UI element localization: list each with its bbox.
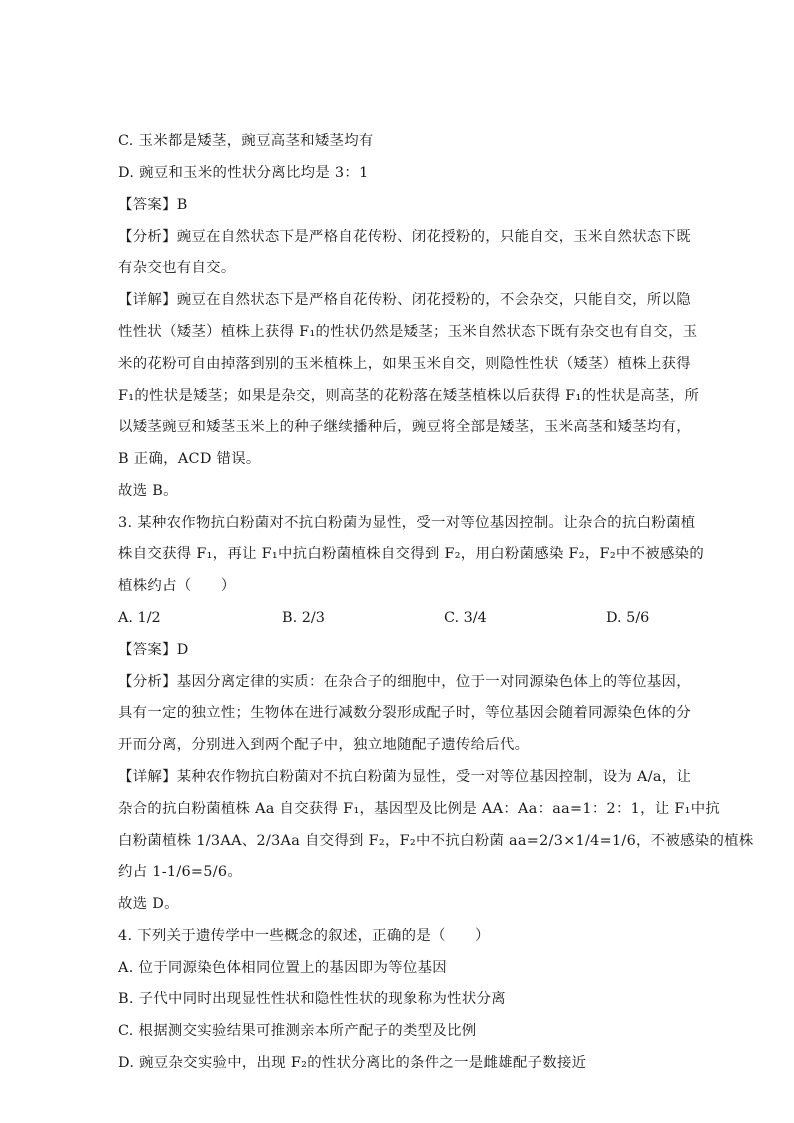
answer-line: 【答案】D — [118, 642, 189, 658]
explanation-line: 【详解】豌豆在自然状态下是严格自花传粉、闭花授粉的，不会杂交，只能自交，所以隐 — [118, 292, 691, 308]
text-line: D. 豌豆和玉米的性状分离比均是 3：1 — [118, 165, 369, 181]
q3-option-c: C. 3/4 — [444, 610, 487, 626]
text-line: F₁的性状是矮茎；如果是杂交，则高茎的花粉落在矮茎植株以后获得 F₁的性状是高茎，所 — [118, 388, 700, 404]
q3-option-a: A. 1/2 — [118, 610, 161, 626]
answer-line: 【答案】B — [118, 197, 188, 213]
text-line: B 正确，ACD 错误。 — [118, 451, 261, 467]
analysis-line: 【分析】豌豆在自然状态下是严格自花传粉、闭花授粉的，只能自交，玉米自然状态下既 — [118, 229, 691, 245]
q3-option-b: B. 2/3 — [282, 610, 325, 626]
text-line: 开而分离，分别进入到两个配子中，独立地随配子遗传给后代。 — [118, 737, 530, 753]
text-line: 白粉菌植株 1/3AA、2/3Aa 自交得到 F₂，F₂中不抗白粉菌 aa=2/3×1/4=1/6，不被感染的植株 — [118, 833, 754, 849]
text-line: 故选 B。 — [118, 483, 178, 499]
text-line: 株自交获得 F₁，再让 F₁中抗白粉菌植株自交得到 F₂，用白粉菌感染 F₂，F₂中不被感染的 — [118, 546, 705, 562]
question-4-line: 4. 下列关于遗传学中一些概念的叙述，正确的是（ ） — [118, 928, 490, 944]
text-line: C. 玉米都是矮茎，豌豆高茎和矮茎均有 — [118, 133, 374, 149]
text-line: 杂合的抗白粉菌植株 Aa 自交获得 F₁，基因型及比例是 AA：Aa：aa=1：2：1，让 F₁中抗 — [118, 801, 721, 817]
text-line: 约占 1-1/6=5/6。 — [118, 864, 243, 880]
analysis-line: 【分析】基因分离定律的实质：在杂合子的细胞中，位于一对同源染色体上的等位基因， — [118, 674, 691, 690]
text-line: 以矮茎豌豆和矮茎玉米上的种子继续播种后，豌豆将全部是矮茎，玉米高茎和矮茎均有， — [118, 419, 691, 435]
q4-option-d: D. 豌豆杂交实验中，出现 F₂的性状分离比的条件之一是雌雄配子数接近 — [118, 1055, 587, 1071]
q4-option-b: B. 子代中同时出现显性性状和隐性性状的现象称为性状分离 — [118, 991, 506, 1007]
text-line: 植株约占（ ） — [118, 578, 236, 594]
text-line: 米的花粉可自由掉落到别的玉米植株上，如果玉米自交，则隐性性状（矮茎）植株上获得 — [118, 356, 691, 372]
text-line: 具有一定的独立性；生物体在进行减数分裂形成配子时，等位基因会随着同源染色体的分 — [118, 705, 691, 721]
q3-option-d: D. 5/6 — [606, 610, 650, 626]
explanation-line: 【详解】某种农作物抗白粉菌对不抗白粉菌为显性，受一对等位基因控制，设为 A/a，让 — [118, 769, 692, 785]
q4-option-a: A. 位于同源染色体相同位置上的基因即为等位基因 — [118, 960, 447, 976]
text-line: 有杂交也有自交。 — [118, 260, 236, 276]
text-line: 故选 D。 — [118, 896, 179, 912]
q4-option-c: C. 根据测交实验结果可推测亲本所产配子的类型及比例 — [118, 1023, 477, 1039]
text-line: 性性状（矮茎）植株上获得 F₁的性状仍然是矮茎；玉米自然状态下既有杂交也有自交，玉 — [118, 324, 698, 340]
question-3-line: 3. 某种农作物抗白粉菌对不抗白粉菌为显性，受一对等位基因控制。让杂合的抗白粉菌植 — [118, 515, 696, 531]
